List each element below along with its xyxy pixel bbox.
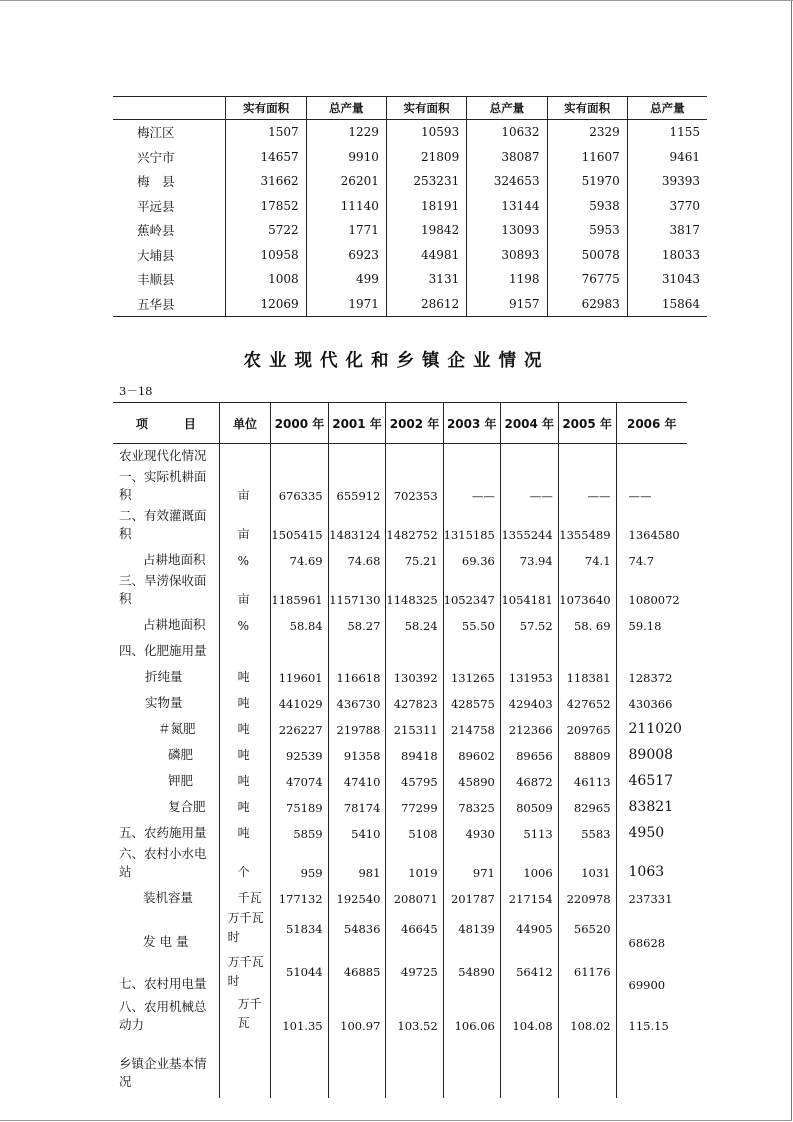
table-row [113, 545, 687, 571]
value-cell: 1054181 [500, 571, 558, 610]
value-cell: 6923 [306, 243, 386, 268]
value-cell: 226227 [271, 714, 328, 740]
value-cell: 9461 [627, 145, 707, 170]
value-cell [386, 1036, 443, 1098]
value-cell: 13093 [467, 218, 547, 243]
value-cell: 130392 [386, 662, 443, 688]
value-cell: 17852 [226, 194, 306, 219]
item-label-cell: ＃氮肥 [158, 720, 196, 736]
value-cell: 58.84 [271, 610, 328, 636]
table-row [113, 740, 687, 766]
value-cell: 430366 [616, 688, 687, 714]
table-row [113, 766, 687, 792]
value-cell: 45795 [386, 766, 443, 792]
table-row [113, 883, 687, 909]
value-cell: 80509 [500, 792, 558, 818]
table-row [113, 194, 707, 219]
region-name-cell: 丰顺县 [137, 272, 175, 288]
value-cell: 220978 [558, 883, 616, 909]
value-cell: 1073640 [558, 571, 616, 610]
value-cell [616, 444, 687, 467]
table-row [113, 571, 687, 610]
value-cell: 74.68 [328, 545, 386, 571]
value-cell: 429403 [500, 688, 558, 714]
value-cell: 1185961 [271, 571, 328, 610]
value-cell: 46872 [500, 766, 558, 792]
value-cell: 91358 [328, 740, 386, 766]
value-cell [328, 1036, 386, 1098]
value-cell: 981 [328, 844, 386, 883]
value-cell: 427823 [386, 688, 443, 714]
value-cell: 89656 [500, 740, 558, 766]
header-cell: 2003 年 [443, 403, 500, 444]
table-row [113, 818, 687, 844]
value-cell: 47074 [271, 766, 328, 792]
unit-cell: 万千瓦时 [219, 953, 271, 995]
value-cell: 88809 [558, 740, 616, 766]
value-cell: 9910 [306, 145, 386, 170]
header-cell: 2001 年 [328, 403, 386, 444]
unit-cell: 吨 [219, 792, 271, 818]
table-row [113, 995, 687, 1036]
item-label-cell: 磷肥 [168, 746, 194, 762]
empty-dash-cell: —— [616, 467, 687, 506]
value-cell: 108.02 [558, 995, 616, 1036]
value-cell: 427652 [558, 688, 616, 714]
header-cell: 2006 年 [616, 403, 687, 444]
region-name-cell: 平远县 [137, 198, 175, 214]
value-cell: 5859 [271, 818, 328, 844]
value-cell: 209765 [558, 714, 616, 740]
value-cell: 119601 [271, 662, 328, 688]
value-cell: 45890 [443, 766, 500, 792]
value-cell: 76775 [547, 267, 627, 292]
value-cell: 100.97 [328, 995, 386, 1036]
table-row [113, 444, 687, 467]
value-cell: 14657 [226, 145, 306, 170]
header-cell: 2002 年 [386, 403, 443, 444]
table-row [113, 218, 707, 243]
value-cell: 177132 [271, 883, 328, 909]
value-cell: 74.1 [558, 545, 616, 571]
value-cell: 10632 [467, 120, 547, 145]
value-cell: 1229 [306, 120, 386, 145]
value-cell: 118381 [558, 662, 616, 688]
value-cell: 75189 [271, 792, 328, 818]
value-cell: 1031 [558, 844, 616, 883]
value-cell: 192540 [328, 883, 386, 909]
table-code: 3－18 [119, 384, 153, 398]
value-cell: 116618 [328, 662, 386, 688]
value-cell: 5938 [547, 194, 627, 219]
item-label-cell: 复合肥 [168, 798, 206, 814]
unit-cell: 千瓦 [219, 883, 271, 909]
value-cell [271, 1036, 328, 1098]
value-cell: 253231 [386, 169, 466, 194]
value-cell: 11607 [547, 145, 627, 170]
value-cell: 12069 [226, 292, 306, 317]
value-cell: 46517 [616, 766, 687, 792]
region-name-cell: 梅江区 [137, 125, 175, 141]
value-cell: 5722 [226, 218, 306, 243]
value-cell: 702353 [386, 467, 443, 506]
item-label-cell: 七、农村用电量 [119, 975, 207, 991]
value-cell: 1483124 [328, 506, 386, 545]
value-cell [443, 444, 500, 467]
value-cell: 9157 [467, 292, 547, 317]
value-cell: 959 [271, 844, 328, 883]
unit-cell [219, 636, 271, 662]
value-cell: 75.21 [386, 545, 443, 571]
value-cell [500, 444, 558, 467]
table-row [113, 636, 687, 662]
value-cell: 4950 [616, 818, 687, 844]
value-cell: 201787 [443, 883, 500, 909]
value-cell [616, 636, 687, 662]
unit-cell: % [219, 610, 271, 636]
value-cell: 57.52 [500, 610, 558, 636]
value-cell: 104.08 [500, 995, 558, 1036]
table-header-row [113, 403, 687, 444]
value-cell: 61176 [558, 953, 616, 995]
value-cell: 1019 [386, 844, 443, 883]
value-cell: 47410 [328, 766, 386, 792]
item-label-cell: 装机容量 [143, 889, 194, 905]
value-cell: 4930 [443, 818, 500, 844]
value-cell: 3770 [627, 194, 707, 219]
unit-cell: 吨 [219, 714, 271, 740]
region-name-cell: 兴宁市 [137, 149, 175, 165]
header-cell: 项 目 [113, 403, 219, 444]
value-cell: 128372 [616, 662, 687, 688]
value-cell: 30893 [467, 243, 547, 268]
value-cell: 89418 [386, 740, 443, 766]
unit-cell: 万千瓦时 [219, 909, 271, 953]
value-cell: 19842 [386, 218, 466, 243]
empty-dash-cell: —— [558, 467, 616, 506]
value-cell: 115.15 [616, 995, 687, 1036]
value-cell: 44905 [500, 909, 558, 953]
value-cell: 217154 [500, 883, 558, 909]
region-name-cell: 大埔县 [137, 247, 175, 263]
value-cell: 77299 [386, 792, 443, 818]
unit-cell [219, 444, 271, 467]
value-cell: 21809 [386, 145, 466, 170]
header-cell: 2005 年 [558, 403, 616, 444]
value-cell: 103.52 [386, 995, 443, 1036]
region-name-cell: 梅 县 [137, 174, 175, 190]
header-cell: 2000 年 [271, 403, 328, 444]
header-cell: 2004 年 [500, 403, 558, 444]
header-cell: 总产量 [627, 97, 707, 120]
unit-cell: 亩 [219, 571, 271, 610]
value-cell: 214758 [443, 714, 500, 740]
item-label-cell: 占耕地面积 [143, 616, 206, 632]
header-cell: 总产量 [467, 97, 547, 120]
value-cell: 50078 [547, 243, 627, 268]
value-cell: 5953 [547, 218, 627, 243]
table-row [113, 169, 707, 194]
item-label-cell: 钾肥 [168, 772, 194, 788]
value-cell: 5410 [328, 818, 386, 844]
table-row [113, 792, 687, 818]
value-cell: 54836 [328, 909, 386, 953]
header-cell: 实有面积 [547, 97, 627, 120]
value-cell: 69.36 [443, 545, 500, 571]
unit-cell: 吨 [219, 662, 271, 688]
item-label-cell: 六、农村小水电站 [119, 845, 207, 879]
value-cell: 106.06 [443, 995, 500, 1036]
value-cell: 237331 [616, 883, 687, 909]
value-cell: 1364580 [616, 506, 687, 545]
value-cell: 1155 [627, 120, 707, 145]
value-cell [443, 1036, 500, 1098]
table-row [113, 714, 687, 740]
value-cell: 10958 [226, 243, 306, 268]
value-cell: 1157130 [328, 571, 386, 610]
unit-cell: 吨 [219, 818, 271, 844]
value-cell: 131953 [500, 662, 558, 688]
value-cell: 78174 [328, 792, 386, 818]
value-cell: 83821 [616, 792, 687, 818]
value-cell: 436730 [328, 688, 386, 714]
table-row [113, 292, 707, 317]
section-title: 农业现代化和乡镇企业情况 [243, 351, 550, 371]
unit-cell: 吨 [219, 766, 271, 792]
value-cell: 10593 [386, 120, 466, 145]
value-cell [558, 1036, 616, 1098]
value-cell: 219788 [328, 714, 386, 740]
value-cell [616, 1036, 687, 1098]
value-cell: 15864 [627, 292, 707, 317]
value-cell: 1315185 [443, 506, 500, 545]
table-row [113, 267, 707, 292]
value-cell: 46885 [328, 953, 386, 995]
value-cell: 51044 [271, 953, 328, 995]
unit-cell: 万千瓦 [219, 995, 271, 1036]
value-cell [558, 636, 616, 662]
table-row [113, 120, 707, 145]
value-cell: 46113 [558, 766, 616, 792]
unit-cell: % [219, 545, 271, 571]
value-cell: 212366 [500, 714, 558, 740]
value-cell: 499 [306, 267, 386, 292]
header-cell: 单位 [219, 403, 271, 444]
unit-cell [219, 1036, 271, 1098]
table-row [113, 909, 687, 953]
value-cell: 5113 [500, 818, 558, 844]
value-cell: 1482752 [386, 506, 443, 545]
value-cell: 62983 [547, 292, 627, 317]
item-label-cell: 五、农药施用量 [119, 824, 207, 840]
value-cell: 51834 [271, 909, 328, 953]
value-cell: 211020 [616, 714, 687, 740]
value-cell: 13144 [467, 194, 547, 219]
value-cell: 38087 [467, 145, 547, 170]
value-cell: 56520 [558, 909, 616, 953]
value-cell: 59.18 [616, 610, 687, 636]
empty-dash-cell: —— [500, 467, 558, 506]
value-cell: 1505415 [271, 506, 328, 545]
item-label-cell: 占耕地面积 [143, 551, 206, 567]
value-cell: 655912 [328, 467, 386, 506]
value-cell: 1355489 [558, 506, 616, 545]
value-cell: 56412 [500, 953, 558, 995]
value-cell: 48139 [443, 909, 500, 953]
item-label-cell: 一、实际机耕面积 [119, 468, 207, 502]
page-top-edge [0, 0, 793, 1]
value-cell: 1080072 [616, 571, 687, 610]
value-cell: 1507 [226, 120, 306, 145]
item-label-cell: 二、有效灌溉面积 [119, 507, 207, 541]
value-cell: 131265 [443, 662, 500, 688]
value-cell: 2329 [547, 120, 627, 145]
value-cell: 39393 [627, 169, 707, 194]
value-cell: 49725 [386, 953, 443, 995]
value-cell: 58.24 [386, 610, 443, 636]
value-cell: 11140 [306, 194, 386, 219]
table-row [113, 662, 687, 688]
unit-cell: 亩 [219, 467, 271, 506]
value-cell: 324653 [467, 169, 547, 194]
unit-cell: 吨 [219, 740, 271, 766]
value-cell [386, 636, 443, 662]
value-cell: 5108 [386, 818, 443, 844]
value-cell: 1148325 [386, 571, 443, 610]
value-cell: 82965 [558, 792, 616, 818]
header-cell: 实有面积 [226, 97, 306, 120]
item-label-cell: 实物量 [145, 694, 183, 710]
item-label-cell: 发 电 量 [143, 933, 189, 949]
value-cell [328, 636, 386, 662]
value-cell: 74.7 [616, 545, 687, 571]
table-row [113, 506, 687, 545]
item-label-cell: 四、化肥施用量 [119, 642, 207, 658]
value-cell: 441029 [271, 688, 328, 714]
value-cell: 1971 [306, 292, 386, 317]
value-cell: 1008 [226, 267, 306, 292]
crop-area-output-table [113, 96, 707, 317]
value-cell: 54890 [443, 953, 500, 995]
value-cell: 78325 [443, 792, 500, 818]
header-cell: 总产量 [306, 97, 386, 120]
item-label-cell: 乡镇企业基本情况 [119, 1056, 207, 1089]
value-cell: 28612 [386, 292, 466, 317]
value-cell: 26201 [306, 169, 386, 194]
table-header-row [113, 97, 707, 120]
table-row [113, 953, 687, 995]
header-cell: 实有面积 [386, 97, 466, 120]
unit-cell: 个 [219, 844, 271, 883]
value-cell [386, 444, 443, 467]
table-row [113, 145, 707, 170]
value-cell: 74.69 [271, 545, 328, 571]
value-cell: 89602 [443, 740, 500, 766]
value-cell: 73.94 [500, 545, 558, 571]
value-cell: 428575 [443, 688, 500, 714]
value-cell: 208071 [386, 883, 443, 909]
item-label-cell: 折纯量 [145, 668, 183, 684]
region-name-cell: 五华县 [137, 296, 175, 312]
value-cell: 46645 [386, 909, 443, 953]
value-cell: 1063 [616, 844, 687, 883]
value-cell: 1006 [500, 844, 558, 883]
agri-modernization-table [113, 402, 687, 1098]
unit-cell: 亩 [219, 506, 271, 545]
value-cell [328, 444, 386, 467]
value-cell: 69900 [616, 953, 687, 995]
value-cell: 55.50 [443, 610, 500, 636]
empty-dash-cell: —— [443, 467, 500, 506]
value-cell: 215311 [386, 714, 443, 740]
value-cell: 971 [443, 844, 500, 883]
value-cell: 31662 [226, 169, 306, 194]
value-cell: 51970 [547, 169, 627, 194]
value-cell: 58.27 [328, 610, 386, 636]
unit-cell: 吨 [219, 688, 271, 714]
value-cell: 44981 [386, 243, 466, 268]
value-cell: 676335 [271, 467, 328, 506]
value-cell [271, 636, 328, 662]
value-cell: 68628 [616, 909, 687, 953]
value-cell: 1198 [467, 267, 547, 292]
value-cell: 1355244 [500, 506, 558, 545]
value-cell [443, 636, 500, 662]
value-cell: 1052347 [443, 571, 500, 610]
region-name-cell: 蕉岭县 [137, 223, 175, 239]
value-cell: 92539 [271, 740, 328, 766]
value-cell [500, 1036, 558, 1098]
value-cell: 3817 [627, 218, 707, 243]
value-cell [500, 636, 558, 662]
table-row [113, 467, 687, 506]
value-cell: 18033 [627, 243, 707, 268]
value-cell: 5583 [558, 818, 616, 844]
value-cell: 3131 [386, 267, 466, 292]
item-label-cell: 农业现代化情况 [119, 447, 207, 463]
header-cell [113, 97, 226, 120]
table-row [113, 844, 687, 883]
table-row [113, 688, 687, 714]
value-cell: 1771 [306, 218, 386, 243]
value-cell [271, 444, 328, 467]
value-cell: 18191 [386, 194, 466, 219]
table-row [113, 610, 687, 636]
table-row [113, 243, 707, 268]
table-row [113, 1036, 687, 1098]
value-cell [558, 444, 616, 467]
value-cell: 89008 [616, 740, 687, 766]
value-cell: 31043 [627, 267, 707, 292]
value-cell: 58. 69 [558, 610, 616, 636]
item-label-cell: 三、旱涝保收面积 [119, 572, 207, 606]
value-cell: 101.35 [271, 995, 328, 1036]
item-label-cell: 八、农用机械总动力 [119, 998, 207, 1032]
